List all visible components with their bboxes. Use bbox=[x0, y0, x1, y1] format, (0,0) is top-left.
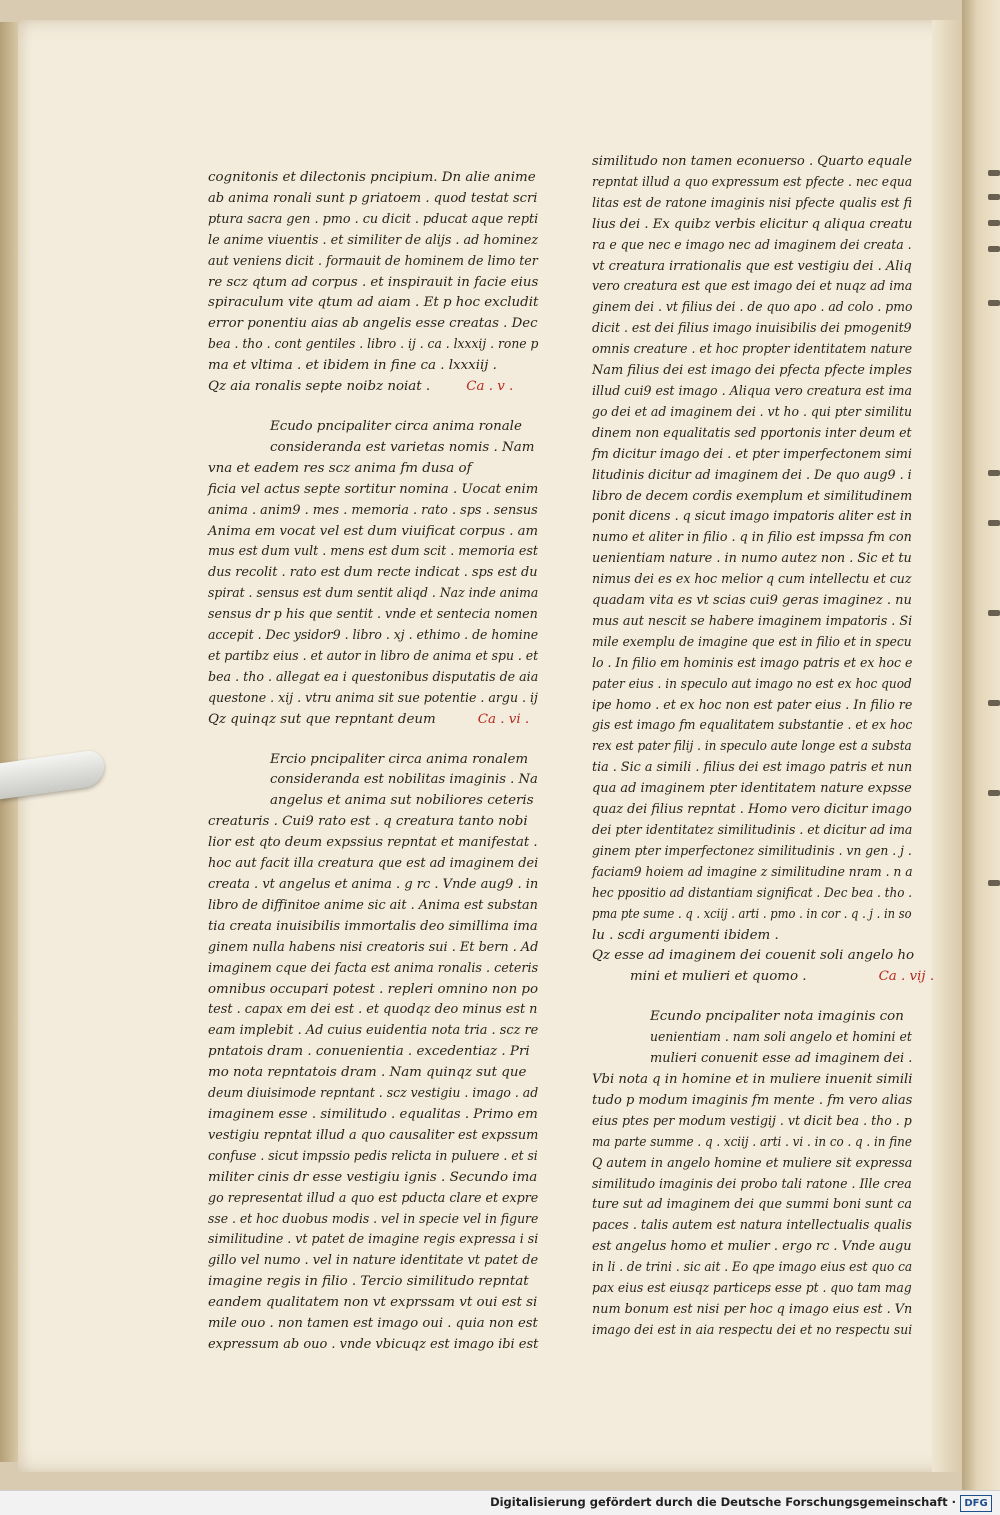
chapter-heading-7-cont bbox=[592, 967, 935, 988]
text-line: ture sut ad imaginem dei que summi boni sunt ca bbox=[592, 1197, 912, 1213]
text-line: num bonum est nisi per hoc q imago eius est . Vn bbox=[592, 1301, 913, 1317]
text-line: ma et vltima . et ibidem in fine ca . lxxxiij . bbox=[208, 358, 497, 374]
text-line: consideranda est nobilitas imaginis . Na bbox=[270, 772, 538, 788]
text-line: anima . anim9 . mes . memoria . rato . sps . sensus bbox=[208, 502, 538, 518]
text-line: ab anima ronali sunt p griatoem . quod testat scri bbox=[208, 190, 538, 206]
text-line: imagine regis in filio . Tercio similitudo repntat bbox=[208, 1274, 529, 1290]
chapter-heading-6 bbox=[208, 710, 538, 731]
text-line: pax eius est eiusqz particeps esse pt . quo tam mag bbox=[592, 1281, 912, 1297]
right-text-column bbox=[592, 152, 935, 1342]
text-line: mo nota repntatois dram . Nam quinqz sut que bbox=[208, 1065, 527, 1081]
text-line: fm dicitur imago dei . et pter imperfectonem simi bbox=[592, 446, 912, 462]
text-line: hoc aut facit illa creatura que est ad imaginem dei bbox=[208, 856, 539, 872]
text-line: litudinis dicitur ad imaginem dei . De quo aug9 . i bbox=[592, 467, 912, 483]
text-line: le anime viuentis . et similiter de alijs . ad hominez bbox=[208, 232, 539, 248]
chapter-title: Qz quinqz sut que repntant deum bbox=[208, 711, 436, 727]
text-line: vestigiu repntat illud a quo causaliter est expssum bbox=[208, 1127, 539, 1143]
text-line: in li . de trini . sic ait . Eo qpe imago eius est quo ca bbox=[592, 1260, 913, 1276]
text-line: Q autem in angelo homine et muliere sit expressa bbox=[592, 1155, 913, 1171]
text-line: rex est pater filij . in speculo aute longe est a substa bbox=[592, 739, 912, 755]
text-line: questone . xij . vtru anima sit sue potentie . argu . ij bbox=[208, 690, 538, 706]
text-line: est angelus homo et mulier . ergo rc . Vnde augu bbox=[592, 1239, 912, 1255]
text-line: paces . talis autem est natura intellectualis qualis bbox=[592, 1218, 912, 1234]
text-line: test . capax em dei est . et quodqz deo minus est n bbox=[208, 1002, 538, 1018]
text-line: deum diuisimode repntant . scz vestigiu . imago . ad bbox=[208, 1086, 539, 1102]
text-line: pntatois dram . conuenientia . excedentiaz . Pri bbox=[208, 1044, 530, 1060]
text-line: lo . In filio em hominis est imago patris et ex hoc e bbox=[592, 655, 913, 671]
chapter-title: Qz esse ad imaginem dei couenit soli angelo ho bbox=[592, 948, 915, 964]
text-line: gis est imago fm equalitatem substantie . et ex hoc bbox=[592, 718, 913, 734]
text-line: mus aut nescit se habere imaginem impatoris . Si bbox=[592, 613, 913, 629]
text-line: consideranda est varietas nomis . Nam bbox=[270, 439, 535, 455]
text-line: quaz dei filius repntat . Homo vero dicitur imago bbox=[592, 802, 912, 818]
text-line: omnibus occupari potest . repleri omnino non po bbox=[208, 981, 539, 997]
text-line: ginem pter imperfectonez similitudinis . vn gen . j . bbox=[592, 843, 912, 859]
text-line: ponit dicens . q sicut imago impatoris aliter est in bbox=[592, 509, 913, 525]
text-line: ra e que nec e imago nec ad imaginem dei creata . bbox=[592, 237, 912, 253]
chapter-number: Ca . vi . bbox=[477, 711, 530, 727]
text-line: bea . tho . cont gentiles . libro . ij . ca . lxxxij . rone p bbox=[208, 337, 539, 353]
text-line: go dei et ad imaginem dei . vt ho . qui pter similitu bbox=[592, 404, 912, 420]
text-line: ipe homo . et ex hoc non est pater eius . In filio re bbox=[592, 697, 913, 713]
text-line: creata . vt angelus et anima . g rc . Vnde aug9 . in bbox=[208, 877, 539, 892]
text-line: nimus dei es ex hoc melior q cum intellectu et cuz bbox=[592, 572, 912, 588]
text-line: pater eius . in speculo aut imago no est ex hoc quod bbox=[592, 676, 912, 692]
text-line: omnis creature . et hoc propter identitatem nature bbox=[592, 342, 913, 358]
text-line: ficia vel actus septe sortitur nomina . Uocat enim bbox=[208, 481, 539, 497]
text-line: confuse . sicut impssio pedis relicta in puluere . et si bbox=[208, 1148, 538, 1164]
text-line: repntat illud a quo expressum est pfecte . nec equa bbox=[592, 174, 913, 190]
text-line: numo et aliter in filio . q in filio est impssa fm con bbox=[592, 530, 912, 546]
text-line: go representat illud a quo est pducta clare et expre bbox=[208, 1190, 539, 1206]
chapter-title-cont: mini et mulieri et quomo . bbox=[630, 969, 807, 985]
text-line: ginem nulla habens nisi creatoris sui . Et bern . Ad bbox=[208, 939, 539, 955]
text-line: spirat . sensus est dum sentit aliqd . Naz inde anima bbox=[208, 586, 539, 602]
text-line: accepit . Dec ysidor9 . libro . xj . ethimo . de homine bbox=[208, 628, 539, 644]
funding-notice: Digitalisierung gefördert durch die Deutsche Forschungsgemeinschaft · bbox=[490, 1495, 956, 1509]
text-line: tia . Sic a simili . filius dei est imago patris et nun bbox=[592, 760, 913, 776]
text-line: dicit . est dei filius imago inuisibilis dei pmogenit9 bbox=[592, 321, 912, 337]
text-line: ginem dei . vt filius dei . de quo apo . ad colo . pmo bbox=[592, 300, 913, 316]
text-line: ma parte summe . q . xciij . arti . vi . in co . q . in fine bbox=[592, 1134, 912, 1150]
text-line: tudo p modum imaginis fm mente . fm vero alias bbox=[592, 1092, 913, 1108]
text-line: pma pte sume . q . xciij . arti . pmo . in cor . q . j . in so bbox=[592, 906, 912, 922]
dfg-logo: DFG bbox=[960, 1495, 992, 1512]
text-line: lius dei . Ex quibz verbis elicitur q aliqua creatu bbox=[592, 216, 913, 232]
chapter-number: Ca . vij . bbox=[878, 969, 935, 985]
text-line: vna et eadem res scz anima fm dusa of bbox=[208, 460, 472, 476]
text-line: dei pter identitatez similitudinis . et dicitur ad ima bbox=[592, 823, 913, 838]
text-line: similitudo non tamen econuerso . Quarto equale bbox=[592, 154, 912, 169]
chapter-heading-5 bbox=[208, 377, 538, 398]
chapter-number: Ca . v . bbox=[466, 379, 514, 395]
text-line: mile exemplu de imagine que est in filio et in specu bbox=[592, 634, 912, 650]
text-line: et partibz eius . et autor in libro de anima et spu . et bbox=[208, 648, 539, 664]
text-line: uenientiam . nam soli angelo et homini et bbox=[650, 1030, 912, 1046]
text-line: dinem non equalitatis sed pportonis inter deum et bbox=[592, 425, 912, 441]
text-line: eandem qualitatem non vt exprssam vt oui est si bbox=[208, 1295, 538, 1311]
text-line: aut veniens dicit . formauit de hominem de limo ter bbox=[208, 253, 538, 269]
facing-page-edge bbox=[962, 0, 1000, 1490]
text-line: faciam9 hoiem ad imagine z similitudine nram . n a bbox=[592, 864, 913, 880]
text-line: expressum ab ouo . vnde vbicuqz est imago ibi est bbox=[208, 1336, 539, 1352]
footer-bar bbox=[0, 1490, 1000, 1515]
text-line: gillo vel numo . vel in nature identitate vt patet de bbox=[208, 1253, 539, 1269]
text-line: Ecundo pncipaliter nota imaginis con bbox=[650, 1009, 904, 1025]
text-line: eius ptes per modum vestigij . vt dicit bea . tho . p bbox=[592, 1113, 912, 1129]
text-line: litas est de ratone imaginis nisi pfecte qualis est fi bbox=[592, 195, 912, 211]
text-line: lu . scdi argumenti ibidem . bbox=[592, 927, 779, 943]
text-line: militer cinis dr esse vestigiu ignis . Secundo ima bbox=[208, 1169, 538, 1185]
text-line: mus est dum vult . mens est dum scit . memoria est bbox=[208, 544, 538, 560]
text-line: vero creatura est que est imago dei et nuqz ad ima bbox=[592, 279, 913, 295]
chapter-heading-7 bbox=[592, 946, 915, 967]
text-line: ptura sacra gen . pmo . cu dicit . pducat aque repti bbox=[208, 211, 539, 227]
text-line: sensus dr p his que sentit . vnde et sentecia nomen bbox=[208, 607, 538, 623]
text-line: cognitonis et dilectonis pncipium. Dn alie anime bbox=[208, 170, 536, 185]
text-line: lior est qto deum expssius repntat et manifestat . bbox=[208, 835, 538, 851]
text-line: re scz qtum ad corpus . et inspirauit in facie eius bbox=[208, 274, 539, 290]
text-line: error ponentiu aias ab angelis esse creatas . Dec bbox=[208, 316, 538, 332]
text-line: imaginem cque dei facta est anima ronalis . ceteris bbox=[208, 960, 539, 976]
text-line: similitudo imaginis dei probo tali ratone . Ille crea bbox=[592, 1176, 912, 1192]
text-line: Ecudo pncipaliter circa anima ronale bbox=[270, 418, 522, 434]
text-line: dus recolit . rato est dum recte indicat . sps est du bbox=[208, 565, 538, 581]
text-line: Vbi nota q in homine et in muliere inuenit simili bbox=[592, 1071, 913, 1087]
text-line: similitudine . vt patet de imagine regis expressa i si bbox=[208, 1232, 539, 1248]
text-line: libro de diffinitoe anime sic ait . Anima est substan bbox=[208, 897, 538, 913]
text-line: mulieri conuenit esse ad imaginem dei . bbox=[650, 1051, 913, 1067]
text-line: qua ad imaginem pter identitatem nature expsse bbox=[592, 781, 912, 797]
text-line: tia creata inuisibilis immortalis deo simillima ima bbox=[208, 918, 538, 934]
text-line: quadam vita es vt scias cui9 geras imaginez . nu bbox=[592, 593, 912, 609]
text-line: Anima em vocat vel est dum viuificat corpus . am bbox=[208, 523, 539, 539]
text-line: angelus et anima sut nobiliores ceteris bbox=[270, 793, 534, 809]
text-line: hec ppositio ad distantiam significat . Dec bea . tho . bbox=[592, 885, 913, 901]
left-text-column bbox=[208, 168, 538, 1356]
text-line: illud cui9 est imago . Aliqua vero creatura est ima bbox=[592, 383, 912, 399]
text-line: Ercio pncipaliter circa anima ronalem bbox=[270, 751, 529, 767]
text-line: vt creatura irrationalis que est vestigiu dei . Aliq bbox=[592, 258, 912, 274]
chapter-title: Qz aia ronalis septe noibz noiat . bbox=[208, 379, 431, 395]
text-line: libro de decem cordis exemplum et similitudinem bbox=[592, 488, 913, 504]
text-line: imaginem esse . similitudo . equalitas . Primo em bbox=[208, 1106, 538, 1122]
text-line: mile ouo . non tamen est imago oui . quia non est bbox=[208, 1316, 538, 1332]
text-line: bea . tho . allegat ea i questonibus disputatis de aia bbox=[208, 669, 539, 685]
text-line: eam implebit . Ad cuius euidentia nota tria . scz re bbox=[208, 1023, 539, 1039]
text-line: sse . et hoc duobus modis . vel in specie vel in figure bbox=[208, 1211, 539, 1227]
text-line: creaturis . Cui9 rato est . q creatura tanto nobi bbox=[208, 814, 528, 830]
text-line: uenientiam nature . in numo autez non . Sic et tu bbox=[592, 551, 912, 567]
text-line: imago dei est in aia respectu dei et no respectu sui bbox=[592, 1322, 913, 1338]
text-line: spiraculum vite qtum ad aiam . Et p hoc excludit bbox=[208, 295, 539, 311]
text-line: Nam filius dei est imago dei pfecta pfecte imples bbox=[592, 363, 913, 379]
